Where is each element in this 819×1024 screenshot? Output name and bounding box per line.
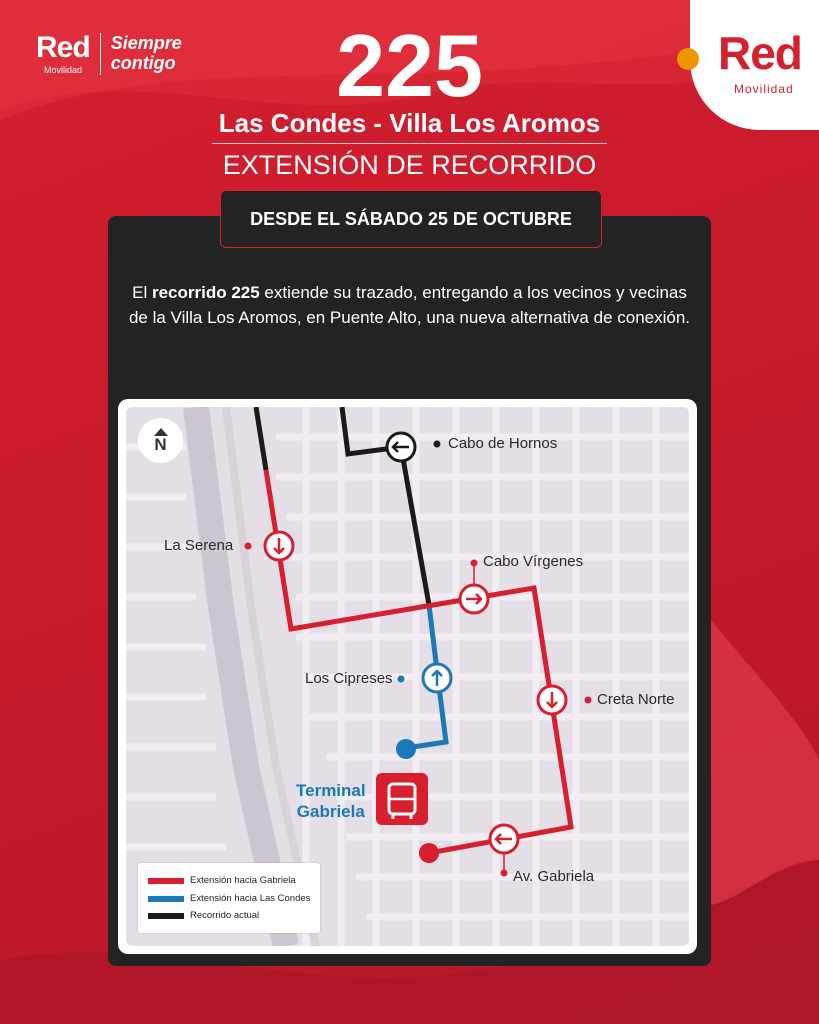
subtitle: EXTENSIÓN DE RECORRIDO [222, 150, 597, 180]
route-number: 225 [336, 16, 483, 115]
stop-la-serena-marker[interactable] [245, 532, 294, 560]
terminal-line1: Terminal [296, 781, 366, 800]
legend-black [148, 910, 259, 921]
desc-part2: extiende su trazado, entregando a los vecinos y vecinas de la Villa Los Aromos, en Puente Alto, una nueva alternativa de conexión. [128, 283, 691, 327]
label-cabo-hornos: Cabo de Hornos [448, 435, 558, 452]
label-cabo-virgenes: Cabo Vírgenes [483, 553, 584, 570]
desc-part1: El [132, 283, 152, 302]
badge-brand-sub: Movilidad [734, 82, 794, 96]
north-arrow-icon [138, 418, 183, 463]
legend-red [148, 875, 296, 886]
slogan-line1: Siempre [110, 33, 182, 53]
terminal-label [296, 780, 366, 822]
date-banner: DESDE EL SÁBADO 25 DE OCTUBRE [220, 190, 602, 248]
red-terminus-dot [419, 843, 439, 863]
terminal-line2: Gabriela [296, 802, 365, 821]
legend-red-label: Extensión hacia Gabriela [190, 875, 296, 886]
legend-black-label: Recorrido actual [190, 910, 260, 921]
stop-creta-norte-marker[interactable] [538, 686, 592, 714]
label-los-cipreses: Los Cipreses [305, 670, 393, 687]
blue-terminus-dot [396, 739, 416, 759]
slogan-line2: contigo [110, 53, 176, 73]
brand-sub: Movilidad [44, 65, 83, 75]
legend-blue-label: Extensión hacia Las Condes [190, 893, 311, 904]
bus-terminal-icon[interactable] [376, 773, 428, 825]
route-name: Las Condes - Villa Los Aromos [218, 108, 601, 138]
label-la-serena: La Serena [164, 537, 234, 554]
map-legend [138, 863, 320, 933]
legend-blue [148, 893, 310, 904]
label-av-gabriela: Av. Gabriela [513, 868, 595, 885]
description [128, 280, 691, 330]
desc-bold: recorrido 225 [151, 283, 260, 302]
brand-name: Red [36, 31, 90, 64]
label-creta-norte: Creta Norte [597, 691, 675, 708]
badge-brand: Red [718, 27, 802, 79]
route-black-west [256, 407, 266, 470]
north-label: N [154, 435, 167, 454]
title-divider [212, 143, 607, 144]
